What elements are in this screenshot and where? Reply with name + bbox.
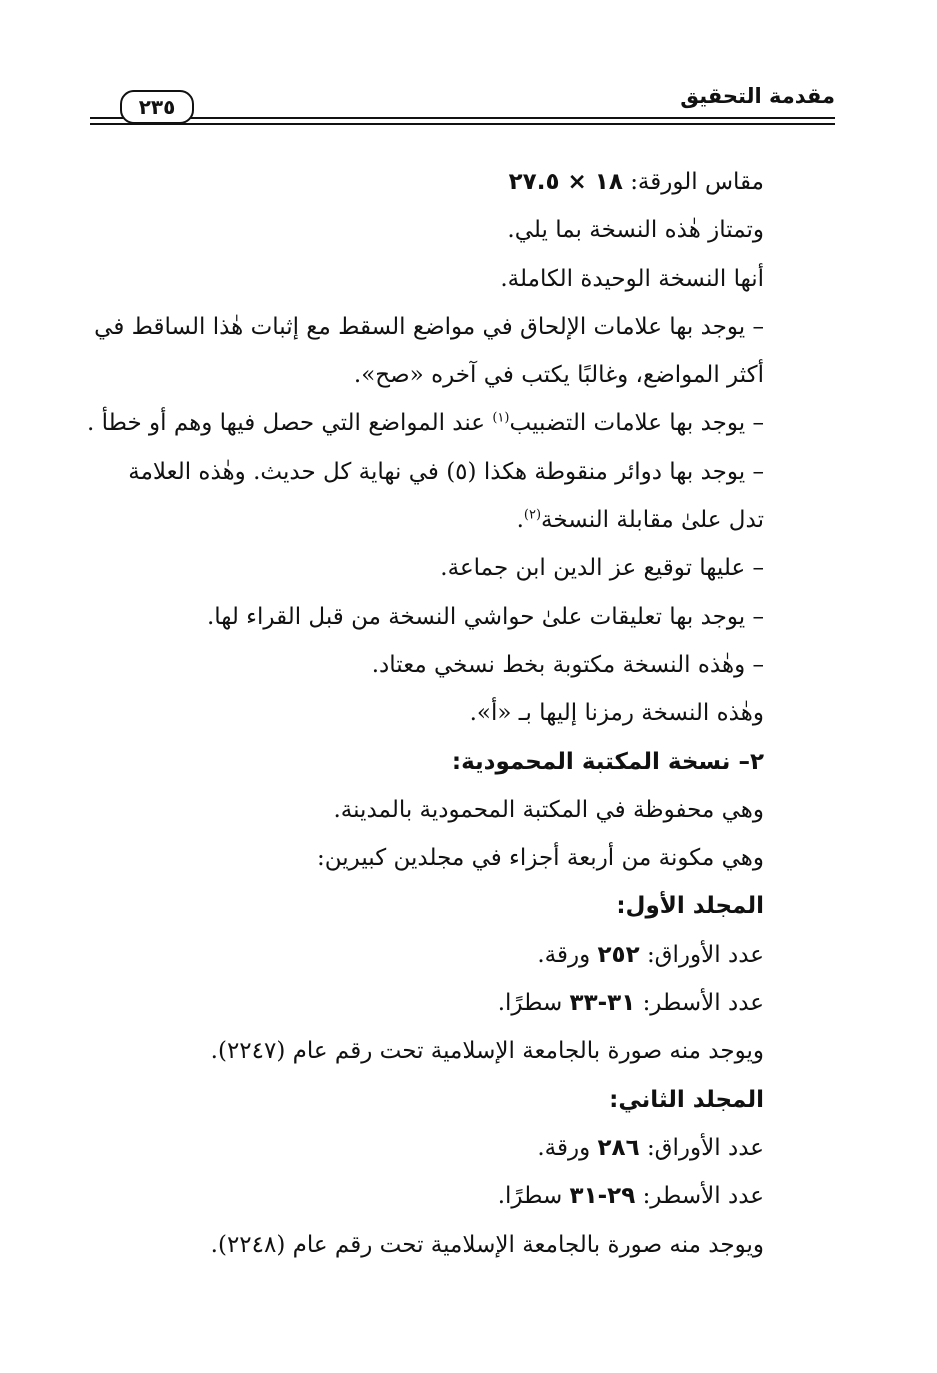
section-heading-mahmudiya: ٢– نسخة المكتبة المحمودية: xyxy=(451,748,764,775)
pages-unit: ورقة. xyxy=(537,1134,591,1161)
mahmudiya-location: وهي محفوظة في المكتبة المحمودية بالمدينة. xyxy=(333,796,764,823)
paper-size-value: ١٨ × ٢٧.٥ xyxy=(508,169,623,195)
volume-2-lines xyxy=(86,1172,834,1220)
pages-label: عدد الأوراق: xyxy=(646,1134,764,1161)
page-number: ٢٣٥ xyxy=(120,90,194,124)
tadbib-text-end: عند المواضع التي حصل فيها وهم أو خطأ . xyxy=(86,410,493,437)
lines-label: عدد الأسطر: xyxy=(642,1183,764,1210)
volume-1-copy: ويوجد منه صورة بالجامعة الإسلامية تحت رقم عام (٢٢٤٧). xyxy=(210,1038,764,1065)
volume-1-title: المجلد الأول: xyxy=(616,893,764,920)
running-title: مقدمة التحقيق xyxy=(680,84,835,108)
footnote-ref-1: (١) xyxy=(492,410,510,426)
feature-complete: أنها النسخة الوحيدة الكاملة. xyxy=(500,265,764,292)
lines-value: ٣١-٣٣ xyxy=(569,990,636,1017)
lines-unit: سطرًا. xyxy=(497,1183,563,1210)
feature-circles xyxy=(86,448,834,545)
lines-value: ٢٩-٣١ xyxy=(569,1183,636,1210)
footnote-ref-2: (٢) xyxy=(523,507,542,523)
mahmudiya-parts: وهي مكونة من أربعة أجزاء في مجلدين كبيرين: xyxy=(317,845,764,872)
pages-unit: ورقة. xyxy=(537,941,591,968)
feature-script: – وهٰذه النسخة مكتوبة بخط نسخي معتاد. xyxy=(371,651,764,678)
pages-value: ٢٨٦ xyxy=(597,1134,640,1161)
feature-ilhaq: – يوجد بها علامات الإلحاق في مواضع السقط مع إثبات هٰذا الساقط في أكثر المواضع، وغالبًا يكتب في آخره «صح». xyxy=(94,313,764,389)
paper-size-line xyxy=(86,158,834,206)
lines-unit: سطرًا. xyxy=(497,990,563,1017)
volume-1-lines xyxy=(86,979,834,1027)
header-rule-bottom xyxy=(90,123,835,125)
circles-text-end: . xyxy=(516,507,524,534)
pages-label: عدد الأوراق: xyxy=(646,941,764,968)
feature-tadbib xyxy=(86,399,834,447)
page-body xyxy=(86,158,834,1269)
volume-2-copy: ويوجد منه صورة بالجامعة الإسلامية تحت رقم عام (٢٢٤٨). xyxy=(210,1231,764,1258)
manuscript-symbol: وهٰذه النسخة رمزنا إليها بـ «أ». xyxy=(469,700,764,727)
page-header xyxy=(90,84,835,144)
pages-value: ٢٥٢ xyxy=(597,941,640,968)
lines-label: عدد الأسطر: xyxy=(642,990,764,1017)
feature-signature: – عليها توقيع عز الدين ابن جماعة. xyxy=(440,555,764,582)
header-rule-top xyxy=(90,117,835,119)
volume-1-pages xyxy=(86,931,834,979)
paper-size-label: مقاس الورقة: xyxy=(630,169,764,195)
circles-text: – يوجد بها دوائر منقوطة هكذا (٥) في نهاية كل حديث. وهٰذه العلامة تدل علىٰ مقابلة النسخة xyxy=(128,458,764,534)
tadbib-text: – يوجد بها علامات التضبيب xyxy=(509,410,764,437)
feature-notes: – يوجد بها تعليقات علىٰ حواشي النسخة من قبل القراء لها. xyxy=(206,603,764,630)
volume-2-pages xyxy=(86,1124,834,1172)
volume-2-title: المجلد الثاني: xyxy=(609,1086,764,1113)
features-intro: وتمتاز هٰذه النسخة بما يلي. xyxy=(507,217,764,244)
